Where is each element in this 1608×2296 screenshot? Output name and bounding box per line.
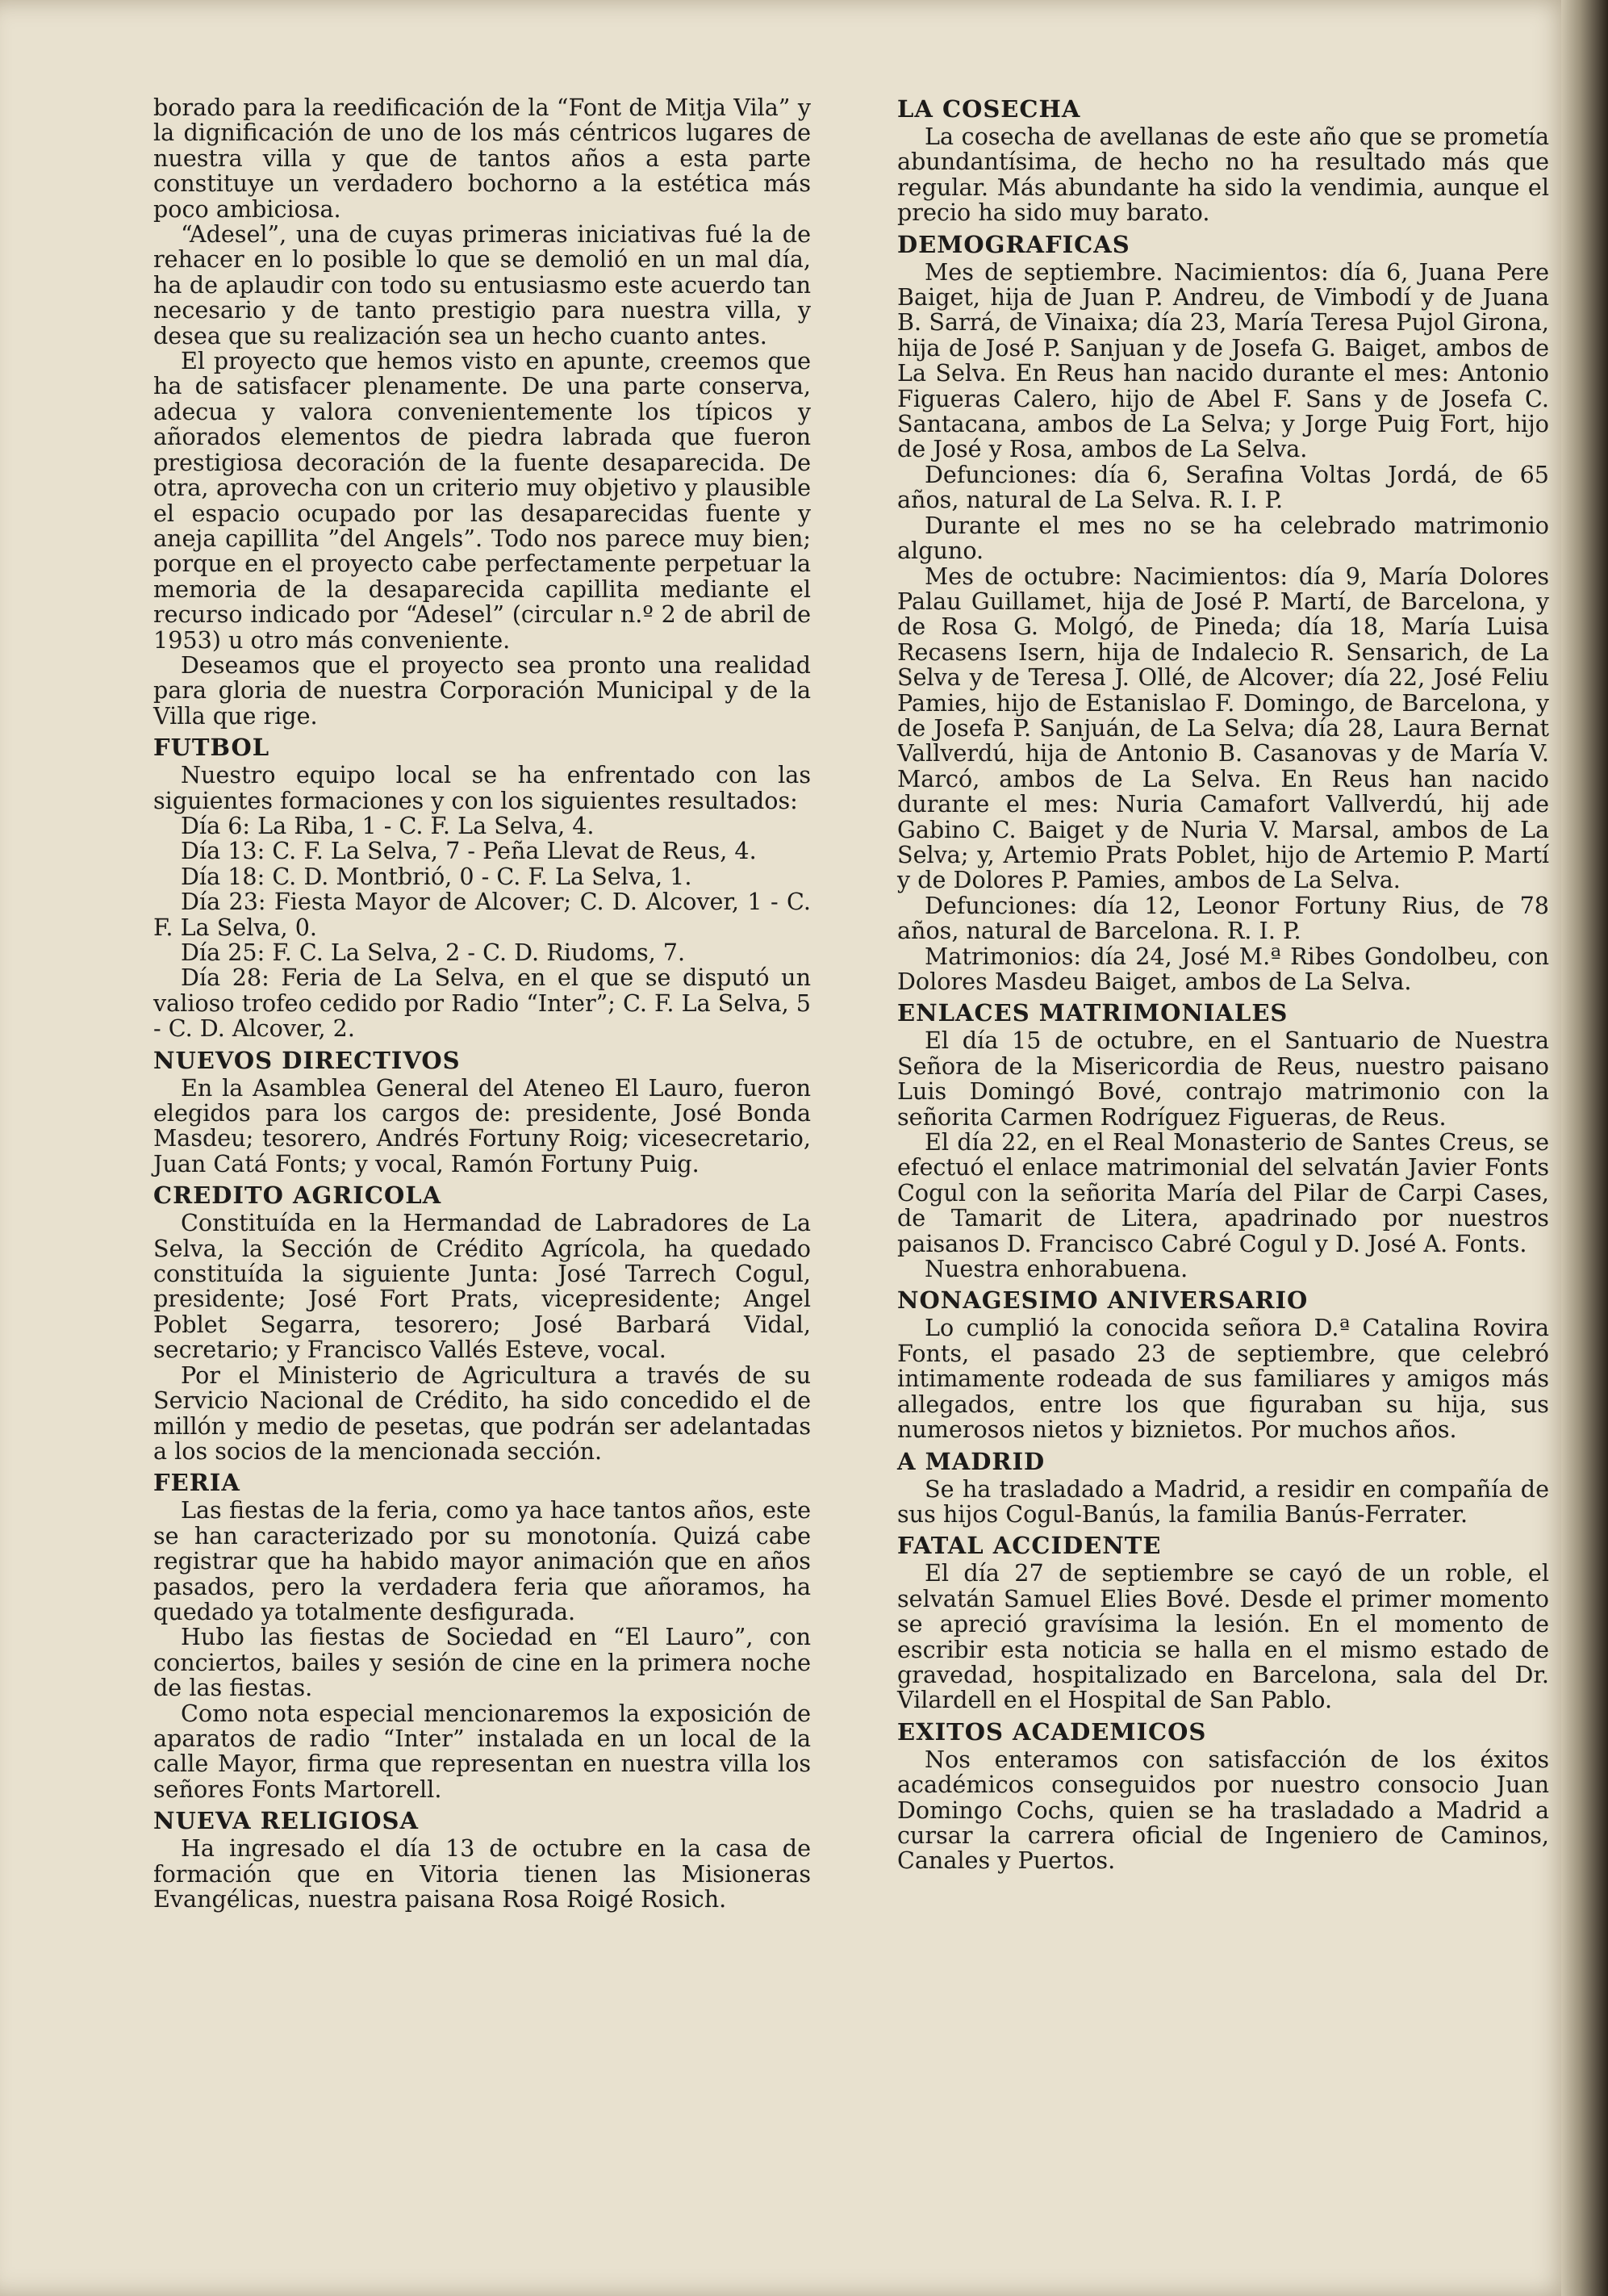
futbol-result: Día 18: C. D. Montbrió, 0 - C. F. La Selva, 1. (181, 862, 692, 890)
right-column (897, 95, 1549, 1874)
intro-paragraph: Deseamos que el proyecto sea pronto una realidad para gloria de nuestra Corporación Municipal y de la Villa que rige. (153, 650, 811, 730)
futbol-result: Día 28: Feria de La Selva, en el que se disputó un valioso trofeo cedido por Radio “Inter”; C. F. La Selva, 5 - C. D. Alcover, 2. (153, 964, 811, 1043)
futbol-intro: Nuestro equipo local se ha enfrentado con las siguientes formaciones y con los siguientes resultados: (153, 761, 811, 814)
section-heading-cosecha: LA COSECHA (897, 95, 1081, 123)
demograficas-paragraph: Mes de octubre: Nacimientos: día 9, María Dolores Palau Guillamet, hija de José P. Martí, de Barcelona, y de Rosa G. Molgó, de Pineda; día 18, María Luisa Recasens Isern, hija de Indalecio R. Sensarich, de La Selva y de Teresa J. Ollé, de Alcover; día 22, José Feliu Pamies, hijo de Estanislao F. Domingo, de Barcelona, y de Josefa P. Sanjuán, de La Selva; día 28, Laura Bernat Vallverdú, hija de Antonio B. Casanovas y de María V. Marcó, ambos de La Selva. En Reus han nacido durante el mes: Nuria Camafort Vallverdú, hij ade Gabino C. Baiget y de Nuria V. Marsal, ambos de La Selva; y, Artemio Prats Poblet, hijo de Artemio P. Martí y de Dolores P. Pamies, ambos de La Selva. (897, 562, 1549, 894)
demograficas-paragraph: Durante el mes no se ha celebrado matrimonio alguno. (897, 511, 1549, 565)
credito-paragraph: Constituída en la Hermandad de Labradores de La Selva, la Sección de Crédito Agrícola, ha quedado constituída la siguiente Junta: José Tarrech Cogul, presidente; José Fort Prats, vicepresidente; Angel Poblet Segarra, tesorero; José Barbará Vidal, secretario; y Francisco Vallés Esteve, vocal. (153, 1209, 811, 1364)
page-edge (1561, 0, 1608, 2296)
demograficas-paragraph: Mes de septiembre. Nacimientos: día 6, Juana Pere Baiget, hija de Juan P. Andreu, de Vimbodí y de Juana B. Sarrá, de Vinaixa; día 23, María Teresa Pujol Girona, hija de José P. Sanjuan y de Josefa G. Baiget, ambos de La Selva. En Reus han nacido durante el mes: Antonio Figueras Calero, hijo de Abel F. Sans y de Josefa C. Santacana, ambos de La Selva; y Jorge Puig Fort, hijo de José y Rosa, ambos de La Selva. (897, 257, 1549, 463)
enlaces-paragraph: El día 22, en el Real Monasterio de Santes Creus, se efectuó el enlace matrimonial del selvatán Javier Fonts Cogul con la señorita María del Pilar de Carpi Cases, de Tamarit de Litera, apadrinado por nuestros paisanos D. Francisco Cabré Cogul y D. José A. Fonts. (897, 1128, 1549, 1257)
nonagesimo-text: Lo cumplió la conocida señora D.ª Catalina Rovira Fonts, el pasado 23 de septiembre, que celebró intimamente rodeada de sus familiares y amigos más allegados, entre los que figuraban su hija, sus numerosos nietos y biznietos. Por muchos años. (897, 1314, 1549, 1444)
intro-paragraph: El proyecto que hemos visto en apunte, creemos que ha de satisfacer plenamente. De una parte conserva, adecua y valora convenientemente los típicos y añorados elementos de piedra labrada que fueron prestigiosa decoración de la fuente desaparecida. De otra, aprovecha con un criterio muy objetivo y plausible el espacio ocupado por las desaparecidas fuente y aneja capillita ”del Angels”. Todo nos parece muy bien; porque en el proyecto cabe perfectamente perpetuar la memoria de la desaparecida capillita mediante el recurso indicado por “Adesel” (circular n.º 2 de abril de 1953) u otro más conveniente. (153, 347, 811, 654)
enlaces-paragraph: Nuestra enhorabuena. (925, 1255, 1188, 1283)
futbol-result: Día 25: F. C. La Selva, 2 - C. D. Riudoms, 7. (181, 939, 686, 966)
exitos-text: Nos enteramos con satisfacción de los éxitos académicos conseguidos por nuestro consocio Juan Domingo Cochs, quien se ha trasladado a Madrid a cursar la carrera oficial de Ingeniero de Caminos, Canales y Puertos. (897, 1745, 1549, 1875)
left-column (153, 95, 811, 1912)
section-heading-madrid: A MADRID (897, 1447, 1046, 1475)
religiosa-text: Ha ingresado el día 13 de octubre en la casa de formación que en Vitoria tienen las Misioneras Evangélicas, nuestra paisana Rosa Roigé Rosich. (153, 1834, 811, 1913)
futbol-result: Día 6: La Riba, 1 - C. F. La Selva, 4. (181, 811, 595, 839)
section-heading-feria: FERIA (153, 1469, 240, 1497)
section-heading-futbol: FUTBOL (153, 734, 270, 762)
feria-paragraph: Las fiestas de la feria, como ya hace tantos años, este se han caracterizado por su monotonía. Quizá cabe registrar que ha habido mayor animación que en años pasados, pero la verdadera feria que añoramos, ha quedado ya totalmente desfigurada. (153, 1496, 811, 1625)
section-heading-religiosa: NUEVA RELIGIOSA (153, 1807, 419, 1835)
demograficas-paragraph: Matrimonios: día 24, José M.ª Ribes Gondolbeu, con Dolores Masdeu Baiget, ambos de La Selva. (897, 942, 1549, 995)
accidente-text: El día 27 de septiembre se cayó de un roble, el selvatán Samuel Elies Bové. Desde el primer momento se apreció gravísima la lesión. En el momento de escribir esta noticia se halla en el mismo estado de gravedad, hospitalizado en Barcelona, sala del Dr. Vilardell en el Hospital de San Pablo. (897, 1559, 1549, 1714)
feria-paragraph: Como nota especial mencionaremos la exposición de aparatos de radio “Inter” instalada en un local de la calle Mayor, firma que representan en nuestra villa los señores Fonts Martorell. (153, 1699, 811, 1803)
intro-paragraph: borado para la reedificación de la “Font de Mitja Vila” y la dignificación de uno de los más céntricos lugares de nuestra villa y que de tantos años a esta parte constituye un verdadero bochorno a la estética más poco ambiciosa. (153, 94, 811, 223)
futbol-result: Día 23: Fiesta Mayor de Alcover; C. D. Alcover, 1 - C. F. La Selva, 0. (153, 888, 811, 941)
madrid-text: Se ha trasladado a Madrid, a residir en compañía de sus hijos Cogul-Banús, la familia Banús-Ferrater. (897, 1474, 1549, 1528)
section-heading-credito: CREDITO AGRICOLA (153, 1181, 442, 1210)
intro-paragraph: “Adesel”, una de cuyas primeras iniciativas fué la de rehacer en lo posible lo que se demolió en un mal día, ha de aplaudir con todo su entusiasmo este acuerdo tan necesario y de tanto prestigio para nuestra villa, y desea que su realización sea un hecho cuanto antes. (153, 220, 811, 349)
enlaces-paragraph: El día 15 de octubre, en el Santuario de Nuestra Señora de la Misericordia de Reus, nuestro paisano Luis Domingó Bové, contrajo matrimonio con la señorita Carmen Rodríguez Figueras, de Reus. (897, 1027, 1549, 1131)
section-heading-demograficas: DEMOGRAFICAS (897, 230, 1130, 258)
section-heading-accidente: FATAL ACCIDENTE (897, 1532, 1162, 1560)
feria-paragraph: Hubo las fiestas de Sociedad en “El Lauro”, con conciertos, bailes y sesión de cine en la primera noche de las fiestas. (153, 1623, 811, 1702)
futbol-result: Día 13: C. F. La Selva, 7 - Peña Llevat de Reus, 4. (181, 837, 757, 865)
demograficas-paragraph: Defunciones: día 6, Serafina Voltas Jordá, de 65 años, natural de La Selva. R. I. P. (897, 460, 1549, 514)
section-heading-directivos: NUEVOS DIRECTIVOS (153, 1046, 461, 1074)
credito-paragraph: Por el Ministerio de Agricultura a través de su Servicio Nacional de Crédito, ha sido concedido el de millón y medio de pesetas, que podrán ser adelantadas a los socios de la mencionada sección. (153, 1361, 811, 1465)
directivos-text: En la Asamblea General del Ateneo El Lauro, fueron elegidos para los cargos de: presidente, José Bonda Masdeu; tesorero, Andrés Fortuny Roig; vicesecretario, Juan Catá Fonts; y vocal, Ramón Fortuny Puig. (153, 1073, 811, 1177)
demograficas-paragraph: Defunciones: día 12, Leonor Fortuny Rius, de 78 años, natural de Barcelona. R. I. P. (897, 891, 1549, 945)
section-heading-nonagesimo: NONAGESIMO ANIVERSARIO (897, 1286, 1309, 1315)
section-heading-enlaces: ENLACES MATRIMONIALES (897, 999, 1288, 1027)
section-heading-exitos: EXITOS ACADEMICOS (897, 1717, 1207, 1746)
cosecha-text: La cosecha de avellanas de este año que se prometía abundantísima, de hecho no ha resultado más que regular. Más abundante ha sido la vendimia, aunque el precio ha sido muy barato. (897, 123, 1549, 227)
